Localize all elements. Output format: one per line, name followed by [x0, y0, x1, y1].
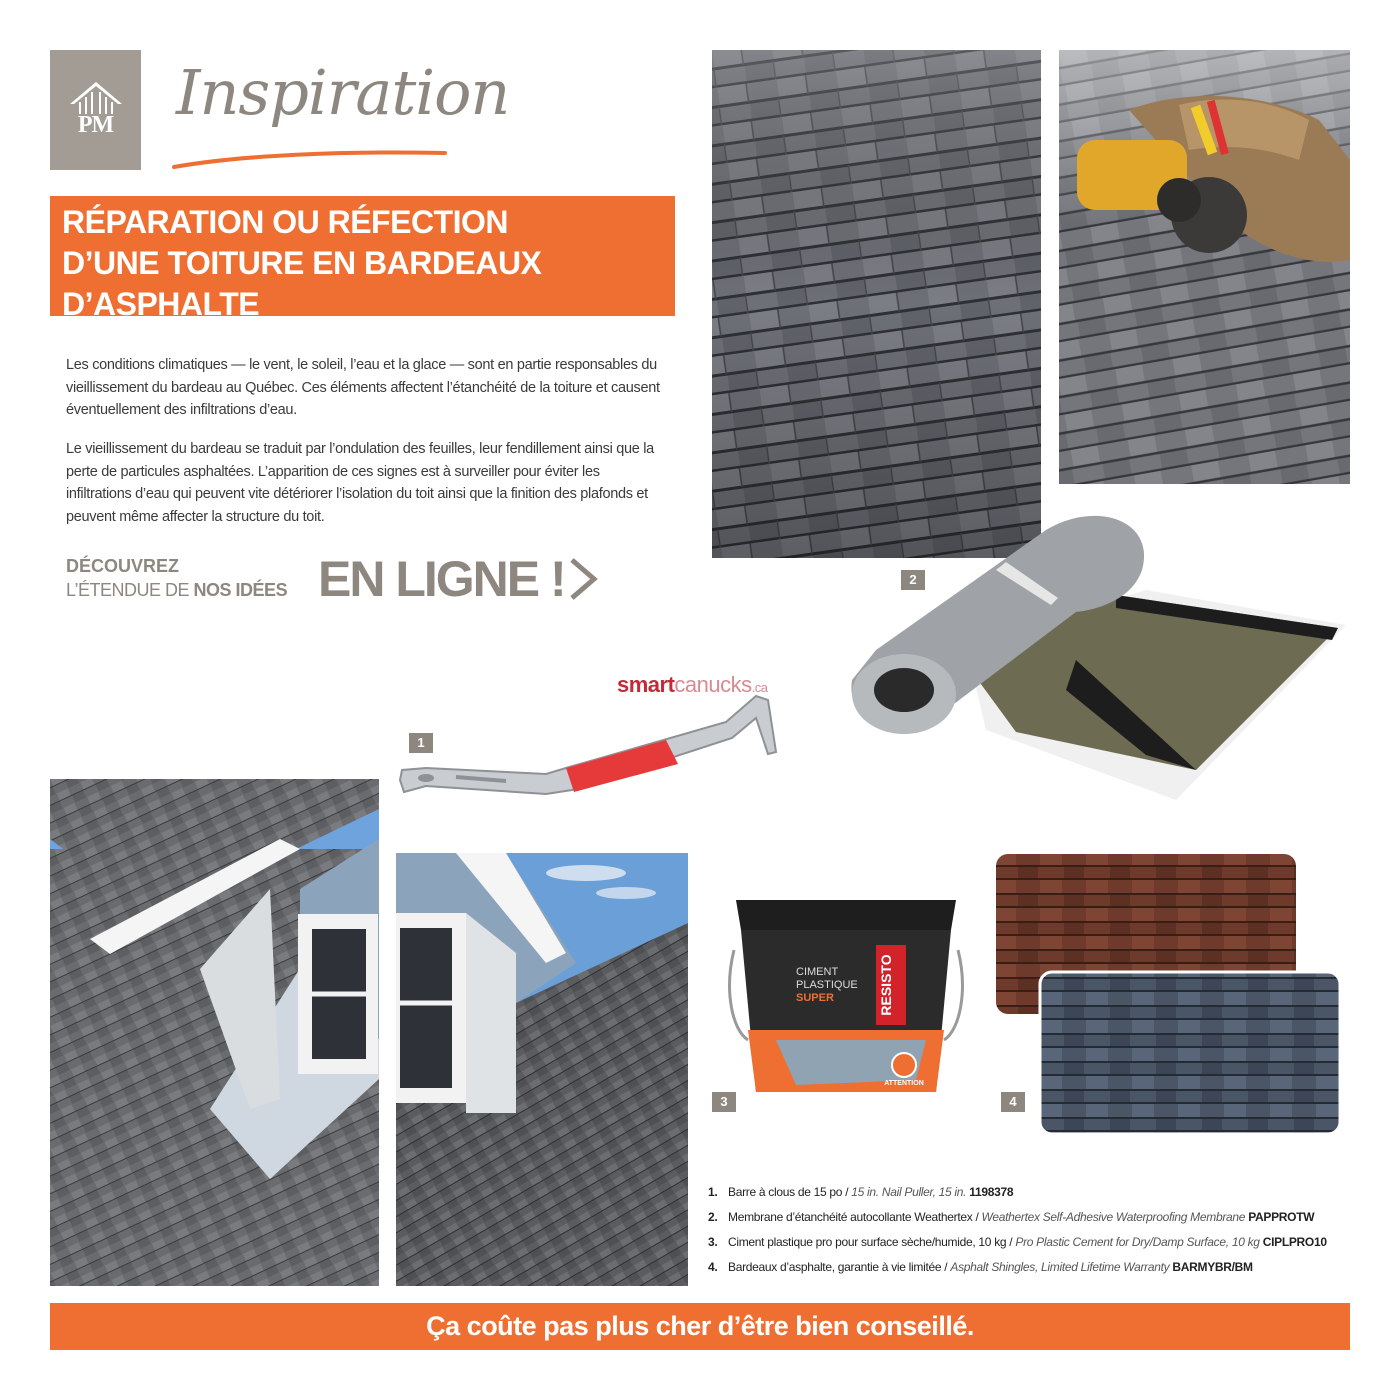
- footer-slogan: Ça coûte pas plus cher d’être bien conseillé.: [50, 1303, 1350, 1350]
- watermark-ca: .ca: [751, 680, 768, 695]
- bucket-label-1: CIMENT: [796, 966, 839, 978]
- item-fr: Bardeaux d’asphalte, garantie à vie limitée: [728, 1260, 942, 1274]
- logo-text: PM: [77, 112, 114, 138]
- title-banner: [50, 196, 675, 316]
- bucket-warning: ATTENTION: [884, 1080, 924, 1087]
- bucket-label-3: SUPER: [796, 992, 834, 1004]
- cta-range-bold: NOS IDÉES: [193, 580, 288, 600]
- chevron-right-icon[interactable]: [566, 556, 600, 602]
- item-en: Weathertex Self-Adhesive Waterproofing Membrane: [981, 1210, 1246, 1224]
- item-number: 2.: [708, 1210, 718, 1224]
- cta-range[interactable]: [66, 580, 287, 601]
- pm-logo[interactable]: [50, 50, 141, 170]
- item-code: BARMYBR/BM: [1172, 1260, 1253, 1274]
- product-list-item: 2. Membrane d’étanchéité autocollante Weathertex / Weathertex Self-Adhesive Waterproofing Membrane PAPPROTW: [708, 1210, 1315, 1224]
- roof-tools-photo: [1059, 50, 1350, 484]
- bucket-brand: RESISTO: [878, 954, 894, 1016]
- item-code: CIPLPRO10: [1262, 1235, 1327, 1249]
- item-en: Asphalt Shingles, Limited Lifetime Warranty: [950, 1260, 1170, 1274]
- product-number-badge: 3: [712, 1092, 736, 1112]
- product-number-badge: 2: [901, 570, 925, 590]
- item-code: PAPPROTW: [1248, 1210, 1315, 1224]
- roof-shingles-photo: [712, 50, 1041, 558]
- product-list-item: 3. Ciment plastique pro pour surface sèche/humide, 10 kg / Pro Plastic Cement for Dry/Damp Surface, 10 kg CIPLPRO10: [708, 1235, 1327, 1249]
- asphalt-shingles-image[interactable]: [994, 852, 1344, 1138]
- membrane-roll-image[interactable]: [846, 500, 1352, 806]
- title-line-3: D’ASPHALTE: [62, 286, 260, 316]
- title-line-2: D’UNE TOITURE EN BARDEAUX: [62, 245, 542, 281]
- item-number: 1.: [708, 1185, 718, 1199]
- item-number: 3.: [708, 1235, 718, 1249]
- bucket-label-2: PLASTIQUE: [796, 979, 858, 991]
- item-en: Pro Plastic Cement for Dry/Damp Surface, 10 kg: [1015, 1235, 1260, 1249]
- title-line-1: RÉPARATION OU RÉFECTION: [62, 204, 508, 240]
- item-fr: Ciment plastique pro pour surface sèche/humide, 10 kg: [728, 1235, 1007, 1249]
- watermark-smart: smart: [617, 672, 675, 697]
- item-en: 15 in. Nail Puller, 15 in.: [851, 1185, 967, 1199]
- watermark-canucks: canucks: [674, 672, 752, 697]
- dormer-roof-photo: [50, 779, 379, 1286]
- product-number-badge: 1: [409, 733, 433, 753]
- item-code: 1198378: [969, 1185, 1014, 1199]
- item-number: 4.: [708, 1260, 718, 1274]
- dormer-sky-photo: [396, 853, 688, 1286]
- product-list-item: 4. Bardeaux d’asphalte, garantie à vie limitée / Asphalt Shingles, Limited Lifetime Warranty BARMYBR/BM: [708, 1260, 1253, 1274]
- cta-discover[interactable]: DÉCOUVREZ: [66, 556, 180, 576]
- intro-paragraph: Les conditions climatiques — le vent, le soleil, l’eau et la glace — sont en partie responsables du vieillissement du bardeau au Québec. Ces éléments affectent l’étanchéité de la toiture et causent éventuellement des infiltrations d’eau.: [66, 357, 660, 418]
- item-fr: Barre à clous de 15 po: [728, 1185, 843, 1199]
- nail-puller-image[interactable]: [396, 682, 788, 804]
- section-title: Inspiration: [176, 56, 510, 129]
- product-number-badge: 4: [1001, 1092, 1025, 1112]
- cta-range-prefix: L’ÉTENDUE DE: [66, 580, 194, 600]
- cta-online[interactable]: EN LIGNE !: [318, 551, 565, 607]
- plastic-cement-bucket-image[interactable]: [726, 880, 966, 1105]
- item-fr: Membrane d’étanchéité autocollante Weathertex: [728, 1210, 973, 1224]
- product-list-item: 1. Barre à clous de 15 po / 15 in. Nail Puller, 15 in. 1198378: [708, 1185, 1014, 1199]
- aging-paragraph: Le vieillissement du bardeau se traduit par l’ondulation des feuilles, leur fendillement ainsi que la perte de particules asphaltées. L’apparition de ces signes est à surveiller pour éviter les infiltrations d’eau qui peuvent vite détériorer l’isolation du toit ainsi que la finition des plafonds et peuvent même affecter la structure du toit.: [66, 441, 654, 525]
- title-underline: [172, 145, 447, 171]
